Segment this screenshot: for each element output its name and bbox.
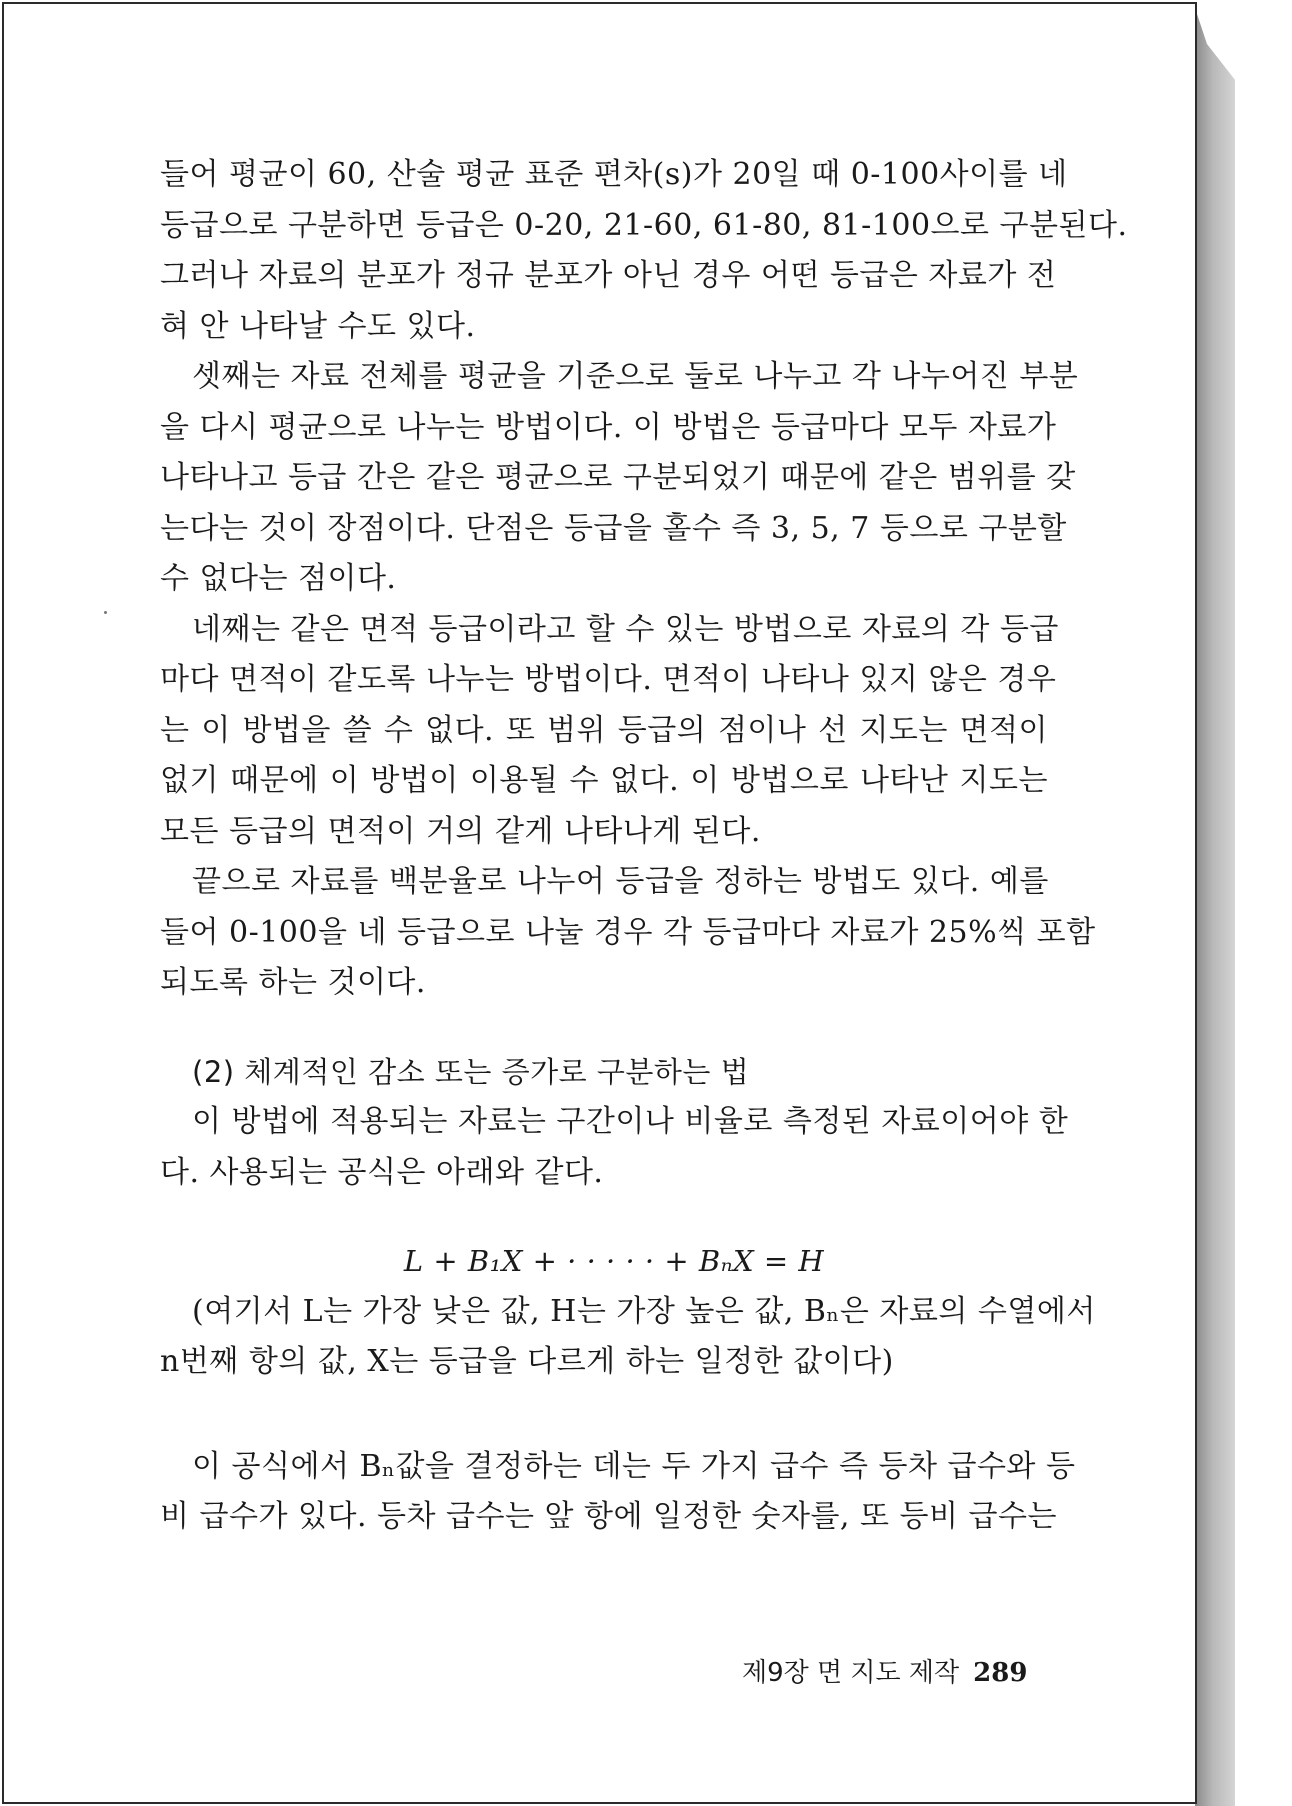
text-line: 끝으로 자료를 백분율로 나누어 등급을 정하는 방법도 있다. 예를 (192, 864, 1049, 899)
page-edge-shadow (1195, 8, 1235, 1806)
formula: L + B₁X + · · · · · + BₙX = H (403, 1244, 825, 1278)
page-folio (742, 1652, 1027, 1689)
text-line: n번째 항의 값, X는 등급을 다르게 하는 일정한 값이다) (160, 1344, 894, 1379)
text-line: 모든 등급의 면적이 거의 같게 나타나게 된다. (160, 813, 761, 849)
text-line: 는 이 방법을 쓸 수 없다. 또 범위 등급의 점이나 선 지도는 면적이 (160, 712, 1048, 748)
text-line: 셋째는 자료 전체를 평균을 기준으로 둘로 나누고 각 나누어진 부분 (192, 359, 1079, 394)
text-line: 들어 0-100을 네 등급으로 나눌 경우 각 등급마다 자료가 25%씩 포함 (160, 914, 1096, 950)
text-line: 는다는 것이 장점이다. 단점은 등급을 홀수 즉 3, 5, 7 등으로 구분할 (160, 510, 1067, 546)
text-line: 나타나고 등급 간은 같은 평균으로 구분되었기 때문에 같은 범위를 갖 (160, 460, 1076, 495)
text-line: 비 급수가 있다. 등차 급수는 앞 항에 일정한 숫자를, 또 등비 급수는 (160, 1499, 1057, 1534)
section-gap (160, 1009, 1048, 1047)
text-line: 이 공식에서 Bₙ값을 결정하는 데는 두 가지 급수 즉 등차 급수와 등 (192, 1448, 1076, 1484)
section-heading: (2) 체계적인 감소 또는 증가로 구분하는 법 (192, 1054, 750, 1089)
text-line: 이 방법에 적용되는 자료는 구간이나 비율로 측정된 자료이어야 한 (192, 1104, 1069, 1139)
paragraph-gap (160, 1388, 1048, 1442)
text-line: 없기 때문에 이 방법이 이용될 수 없다. 이 방법으로 나타난 지도는 (160, 763, 1048, 798)
book-page (2, 2, 1197, 1804)
body-text (160, 150, 1128, 1543)
text-line: 을 다시 평균으로 나누는 방법이다. 이 방법은 등급마다 모두 자료가 (160, 409, 1057, 445)
text-line: 마다 면적이 같도록 나누는 방법이다. 면적이 나타나 있지 않은 경우 (160, 662, 1057, 697)
text-line: 수 없다는 점이다. (160, 561, 397, 596)
text-line: 들어 평균이 60, 산술 평균 표준 편차(s)가 20일 때 0-100사이를 네 (160, 157, 1068, 192)
text-line: 다. 사용되는 공식은 아래와 같다. (160, 1154, 604, 1190)
formula-gap (160, 1198, 1048, 1236)
text-line: 혀 안 나타날 수도 있다. (160, 308, 476, 344)
chapter-title: 제9장 면 지도 제작 (742, 1658, 960, 1688)
text-line: 네째는 같은 면적 등급이라고 할 수 있는 방법으로 자료의 각 등급 (192, 611, 1059, 647)
scan-speck (104, 611, 107, 614)
text-line: (여기서 L는 가장 낮은 값, H는 가장 높은 값, Bₙ은 자료의 수열에서 (192, 1293, 1096, 1329)
page-number: 289 (973, 1658, 1028, 1688)
text-line: 그러나 자료의 분포가 정규 분포가 아닌 경우 어떤 등급은 자료가 전 (160, 258, 1057, 293)
text-line: 등급으로 구분하면 등급은 0-20, 21-60, 61-80, 81-100으로 구분된다. (160, 207, 1128, 243)
text-line: 되도록 하는 것이다. (160, 965, 426, 1000)
